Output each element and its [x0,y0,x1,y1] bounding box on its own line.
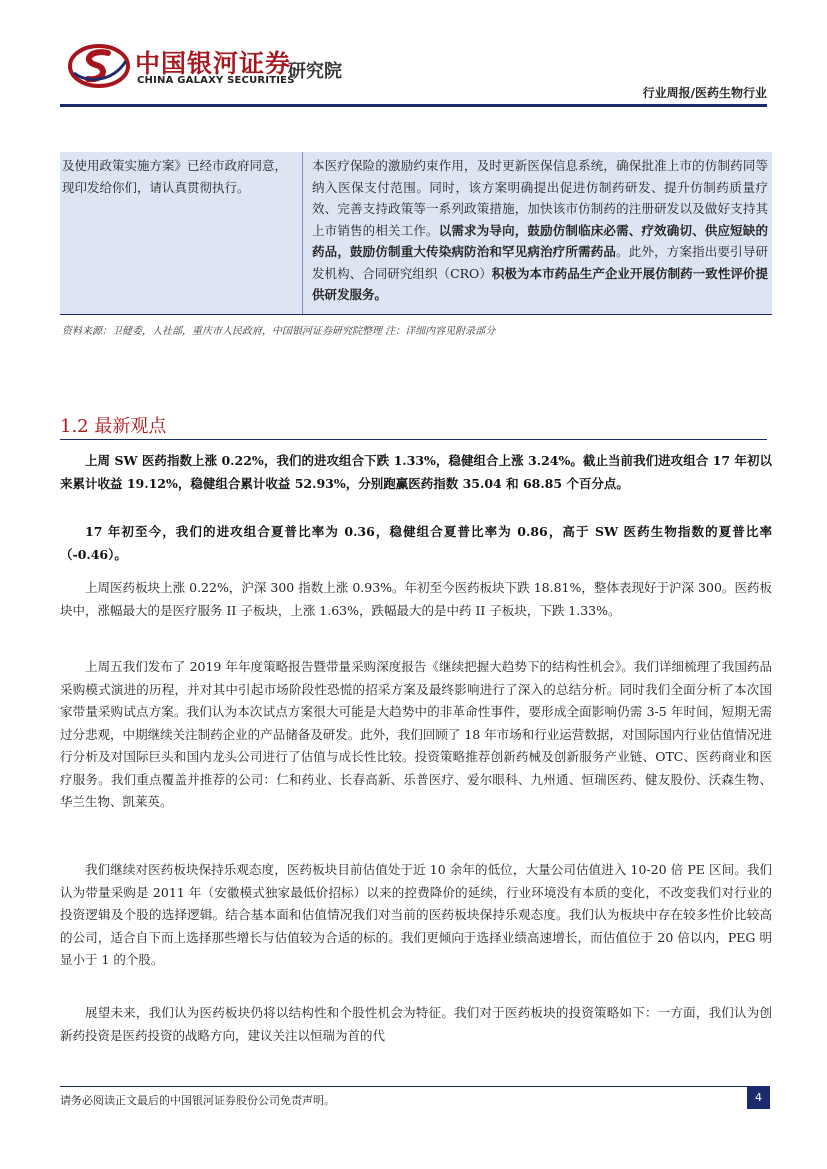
policy-table [60,152,772,315]
header-divider [60,104,767,107]
policy-right-bold-2: 积极为本市药品生产企业开展仿制药一致性评价提供研发服务。 [312,265,768,302]
policy-table-left-cell [60,152,303,314]
body-paragraph-6-block [60,1002,772,1047]
policy-right-normal-2: 。此外，方案指出要引导研发机构、合同研究组织（CRO） [312,244,768,281]
logo-english-name: CHINA GALAXY SECURITIES [137,75,295,86]
body-paragraph-4-block [60,656,772,814]
section-title: 1.2 最新观点 [60,416,167,437]
page-header [0,0,827,110]
institute-label: 研究院 [288,61,342,82]
body-paragraph-5-block [60,859,772,972]
footer-divider [60,1086,767,1087]
body-paragraph-4: 上周五我们发布了 2019 年年度策略报告暨带量采购深度报告《继续把握大趋势下的结构性机会》。我们详细梳理了我国药品采购模式演进的历程，并对其中引起市场阶段性恐慌的招采方案及最终影响进行了深入的总结分析。同时我们全面分析了本次国家带量采购试点方案。我们认为本次试点方案很大可能是大趋势中的非革命性事件，要形成全面影响仍需 3-5 年时间，短期无需过分悲观，中期继续关注制药企业的产品储备及研发。此外，我们回顾了 18 年市场和行业运营数据，对国际国内行业估值情况进行分析及对国际巨头和国内龙头公司进行了估值与成长性比较。投资策略推荐创新药械及创新服务产业链、OTC、医药商业和医疗服务。我们重点覆盖并推荐的公司：仁和药业、长春高新、乐普医疗、爱尔眼科、九州通、恒瑞医药、健友股份、沃森生物、华兰生物、凯莱英。 [60,659,772,809]
body-paragraph-1: 上周 SW 医药指数上涨 0.22%，我们的进攻组合下跌 1.33%，稳健组合上涨 3.24%。截止当前我们进攻组合 17 年初以来累计收益 19.12%，稳健组合累计收益 52.93%，分别跑赢医药指数 35.04 和 68.85 个百分点。 [60,453,772,491]
policy-table-right-cell [312,152,768,306]
body-paragraph-3-block [60,577,772,622]
report-type: 行业周报/医药生物行业 [642,86,767,100]
policy-left-text: 及使用政策实施方案》已经市政府同意，现印发给你们，请认真贯彻执行。 [62,158,288,195]
page-number: 4 [747,1086,770,1109]
body-paragraph-1-block [60,450,772,495]
policy-right-normal-1: 本医疗保险的激励约束作用，及时更新医保信息系统，确保批准上市的仿制药同等纳入医保支付范围。同时，该方案明确提出促进仿制药研发、提升仿制药质量疗效、完善支持政策等一系列政策措施，加快该市仿制药的注册研发以及做好支持其上市销售的相关工作。 [312,158,768,238]
footer-disclaimer: 请务必阅读正文最后的中国银河证券股份公司免责声明。 [60,1094,335,1107]
source-note: 资料来源：卫健委，人社部，重庆市人民政府，中国银河证券研究院整理 注：详细内容见附录部分 [62,326,496,337]
body-paragraph-5: 我们继续对医药板块保持乐观态度，医药板块目前估值处于近 10 余年的低位，大量公司估值进入 10-20 倍 PE 区间。我们认为带量采购是 2011 年（安徽模式独家最低价招标）以来的控费降价的延续，行业环境没有本质的变化，不改变我们对行业的投资逻辑及个股的选择逻辑。结合基本面和估值情况我们对当前的医药板块保持乐观态度。我们认为板块中存在较多性价比较高的公司，适合自下而上选择那些增长与估值较为合适的标的。我们更倾向于选择业绩高速增长，而估值位于 20 倍以内，PEG 明显小于 1 的个股。 [60,862,772,967]
policy-right-bold-1: 以需求为导向，鼓励仿制临床必需、疗效确切、供应短缺的药品，鼓励仿制重大传染病防治和罕见病治疗所需药品 [312,222,768,259]
body-paragraph-6: 展望未来，我们认为医药板块仍将以结构性和个股性机会为特征。我们对于医药板块的投资策略如下：一方面，我们认为创新药投资是医药投资的战略方向，建议关注以恒瑞为首的代 [60,1005,772,1043]
body-paragraph-3: 上周医药板块上涨 0.22%，沪深 300 指数上涨 0.93%。年初至今医药板块下跌 18.81%，整体表现好于沪深 300。医药板块中，涨幅最大的是医疗服务 II 子板块，上涨 1.63%，跌幅最大的是中药 II 子板块，下跌 1.33%。 [60,580,772,618]
galaxy-logo-icon [68,43,130,89]
logo-chinese-name: 中国银河证券 [135,49,292,78]
body-paragraph-2-block [60,521,772,566]
body-paragraph-2: 17 年初至今，我们的进攻组合夏普比率为 0.36，稳健组合夏普比率为 0.86，高于 SW 医药生物指数的夏普比率（-0.46）。 [60,524,772,562]
section-divider [60,439,767,440]
policy-right-text [312,152,768,306]
